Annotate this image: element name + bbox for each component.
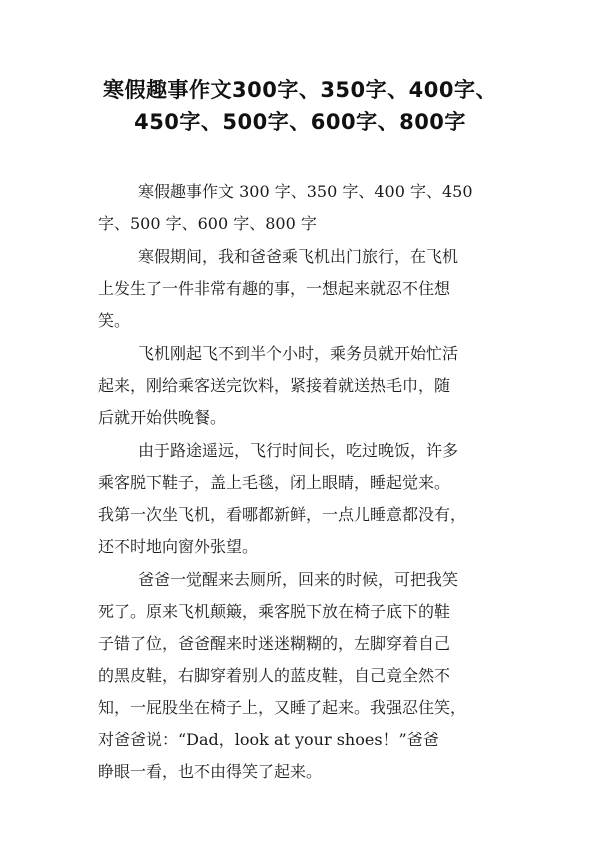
paragraph-2-line-2: 上发生了一件非常有趣的事，一想起来就忍不住想: [98, 279, 451, 298]
paragraph-2-line-1: 寒假期间，我和爸爸乘飞机出门旅行，在飞机: [138, 247, 459, 266]
document-title-line-1: 寒假趣事作文300字、350字、400字、: [102, 78, 497, 102]
paragraph-1-line-1: 寒假趣事作文 300 字、350 字、400 字、450: [138, 182, 473, 201]
paragraph-4-line-2: 乘客脱下鞋子，盖上毛毯，闭上眼睛，睡起觉来。: [98, 473, 451, 492]
paragraph-2-line-3: 笑。: [98, 311, 131, 330]
paragraph-5-line-3: 子错了位，爸爸醒来时迷迷糊糊的，左脚穿着自己: [98, 634, 451, 653]
paragraph-5-line-6: 对爸爸说：“Dad，look at your shoes！”爸爸: [98, 730, 439, 749]
paragraph-3-line-1: 飞机刚起飞不到半个小时，乘务员就开始忙活: [138, 344, 459, 363]
paragraph-5-line-1: 爸爸一觉醒来去厕所，回来的时候，可把我笑: [138, 570, 459, 589]
paragraph-5-line-4: 的黑皮鞋，右脚穿着别人的蓝皮鞋，自己竟全然不: [98, 666, 451, 685]
paragraph-3-line-3: 后就开始供晚餐。: [98, 408, 227, 427]
paragraph-5-line-7: 睁眼一看，也不由得笑了起来。: [98, 762, 323, 781]
paragraph-4-line-3: 我第一次坐飞机，看哪都新鲜，一点儿睡意都没有，: [98, 505, 467, 524]
paragraph-1-line-2: 字、500 字、600 字、800 字: [98, 214, 317, 233]
paragraph-3-line-2: 起来，刚给乘客送完饮料，紧接着就送热毛巾，随: [98, 376, 451, 395]
paragraph-5-line-5: 知，一屁股坐在椅子上，又睡了起来。我强忍住笑，: [98, 698, 467, 717]
document-title-line-2: 450字、500字、600字、800字: [134, 110, 466, 134]
paragraph-4-line-4: 还不时地向窗外张望。: [98, 537, 259, 556]
paragraph-5-line-2: 死了。原来飞机颠簸，乘客脱下放在椅子底下的鞋: [98, 602, 451, 621]
paragraph-4-line-1: 由于路途遥远，飞行时间长，吃过晚饭，许多: [138, 441, 459, 460]
